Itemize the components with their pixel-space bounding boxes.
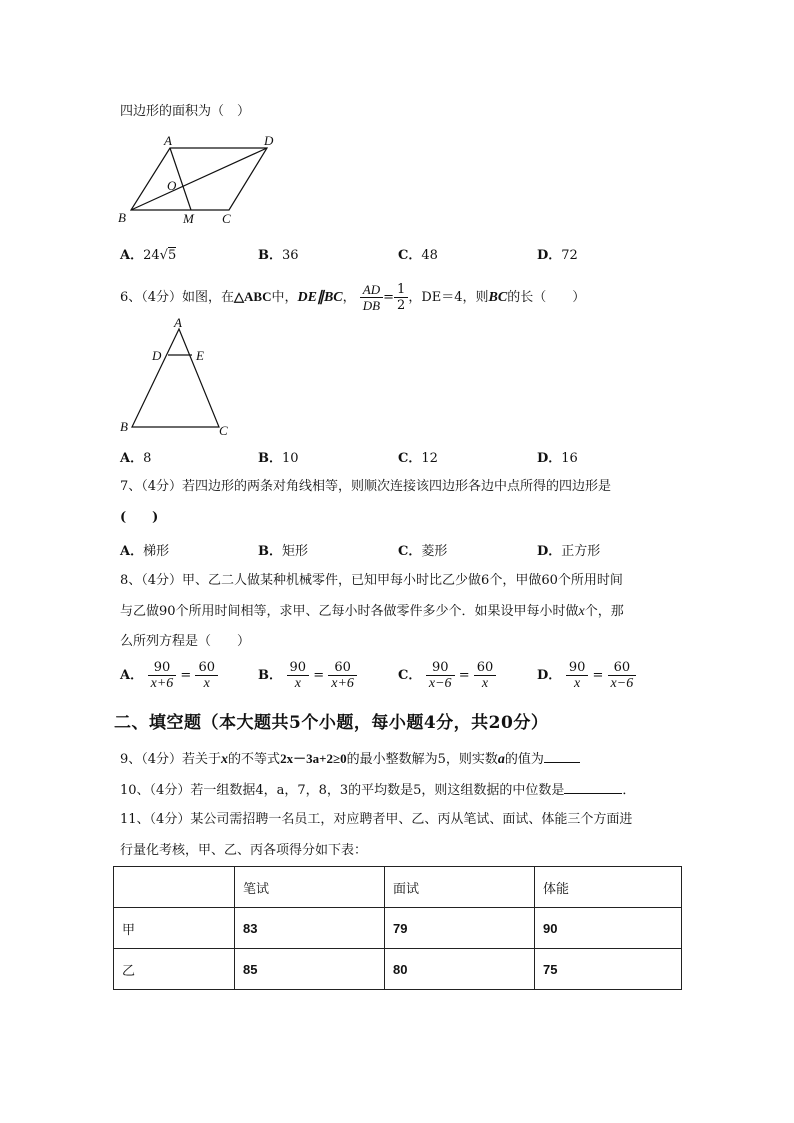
- label-b: B: [120, 419, 128, 434]
- table-row: [114, 908, 682, 949]
- table-cell: 79: [385, 908, 535, 949]
- q7-stem-line2: ( ): [120, 510, 159, 525]
- label-m: M: [183, 211, 194, 226]
- section-2-title: 二、填空题（本大题共5个小题，每小题4分，共20分）: [114, 713, 549, 733]
- q7-option-d[interactable]: D．正方形: [537, 544, 601, 559]
- q8-stem-line2: 与乙做90个所用时间相等，求甲、乙每小时各做零件多少个．如果设甲每小时做x个，那: [120, 604, 624, 619]
- header-cell: 面试: [385, 867, 535, 908]
- q6-option-c[interactable]: C．12: [398, 451, 438, 466]
- q5-parallelogram-figure: [112, 130, 312, 230]
- table-cell: 80: [385, 949, 535, 990]
- q8-option-b[interactable]: B． $\frac{90}{x}$ = $\frac{60}{x+6}$: [258, 660, 357, 691]
- q8-stem-line1: 8、（4分）甲、乙二人做某种机械零件，已知甲每小时比乙少做6个，甲做60个所用时间: [120, 573, 623, 588]
- table-cell: 85: [235, 949, 385, 990]
- q6-triangle-figure: [112, 314, 252, 440]
- q8-stem-line3: 么所列方程是（ ）: [120, 634, 251, 649]
- triangle-abc: [132, 329, 219, 427]
- header-cell: [114, 867, 235, 908]
- diagonal-bd: [131, 148, 267, 210]
- table-cell: 75: [535, 949, 682, 990]
- q9-answer-blank[interactable]: [544, 748, 580, 763]
- label-o: O: [167, 178, 177, 193]
- q11-stem-line1: 11、（4分）某公司需招聘一名员工，对应聘者甲、乙、丙从笔试、面试、体能三个方面进: [120, 812, 633, 827]
- label-c: C: [222, 211, 231, 226]
- q5-option-a[interactable]: A．24√5: [120, 248, 177, 263]
- table-cell: 甲: [114, 908, 235, 949]
- label-a: A: [164, 133, 172, 148]
- table-row: [114, 949, 682, 990]
- q8-option-a[interactable]: A． $\frac{90}{x+6}$ = $\frac{60}{x}$: [120, 660, 218, 691]
- q6-stem: 6、（4分）如图，在△ABC中，DE∥BC， $\frac{AD}{DB}$ = $\frac{1}{2}$ ，DE＝4，则BC的长（ ）: [120, 282, 586, 313]
- q7-option-c[interactable]: C．菱形: [398, 544, 448, 559]
- label-e: E: [196, 348, 204, 363]
- q5-option-b[interactable]: B．36: [258, 248, 299, 263]
- table-cell: 90: [535, 908, 682, 949]
- q7-stem-line1: 7、（4分）若四边形的两条对角线相等，则顺次连接该四边形各边中点所得的四边形是: [120, 479, 612, 494]
- q8-option-d[interactable]: D． $\frac{90}{x}$ = $\frac{60}{x-6}$: [537, 660, 636, 691]
- q10-stem: 10、（4分）若一组数据4，a，7，8，3的平均数是5，则这组数据的中位数是 ．: [120, 779, 635, 801]
- header-cell: 笔试: [235, 867, 385, 908]
- q7-option-b[interactable]: B．矩形: [258, 544, 309, 559]
- q9-stem: 9、（4分）若关于x的不等式2x－3a+2≥0的最小整数解为5，则实数a的值为: [120, 748, 580, 770]
- label-c: C: [219, 423, 228, 438]
- table-cell: 乙: [114, 949, 235, 990]
- q6-option-d[interactable]: D．16: [537, 451, 578, 466]
- table-header-row: [114, 867, 682, 908]
- q10-answer-blank[interactable]: [564, 779, 622, 794]
- q5-option-c[interactable]: C．48: [398, 248, 438, 263]
- table-cell: 83: [235, 908, 385, 949]
- q5-option-d[interactable]: D．72: [537, 248, 578, 263]
- q7-option-a[interactable]: A．梯形: [120, 544, 170, 559]
- label-b: B: [118, 210, 126, 225]
- label-d: D: [264, 133, 274, 148]
- label-d: D: [152, 348, 162, 363]
- q6-option-a[interactable]: A．8: [120, 451, 152, 466]
- q11-score-table: [113, 866, 682, 990]
- q8-option-c[interactable]: C． $\frac{90}{x-6}$ = $\frac{60}{x}$: [398, 660, 496, 691]
- q6-option-b[interactable]: B．10: [258, 451, 299, 466]
- label-a: A: [174, 315, 182, 330]
- q11-stem-line2: 行量化考核，甲、乙、丙各项得分如下表：: [120, 843, 368, 858]
- q5-stem-tail: 四边形的面积为（ ）: [120, 104, 251, 119]
- header-cell: 体能: [535, 867, 682, 908]
